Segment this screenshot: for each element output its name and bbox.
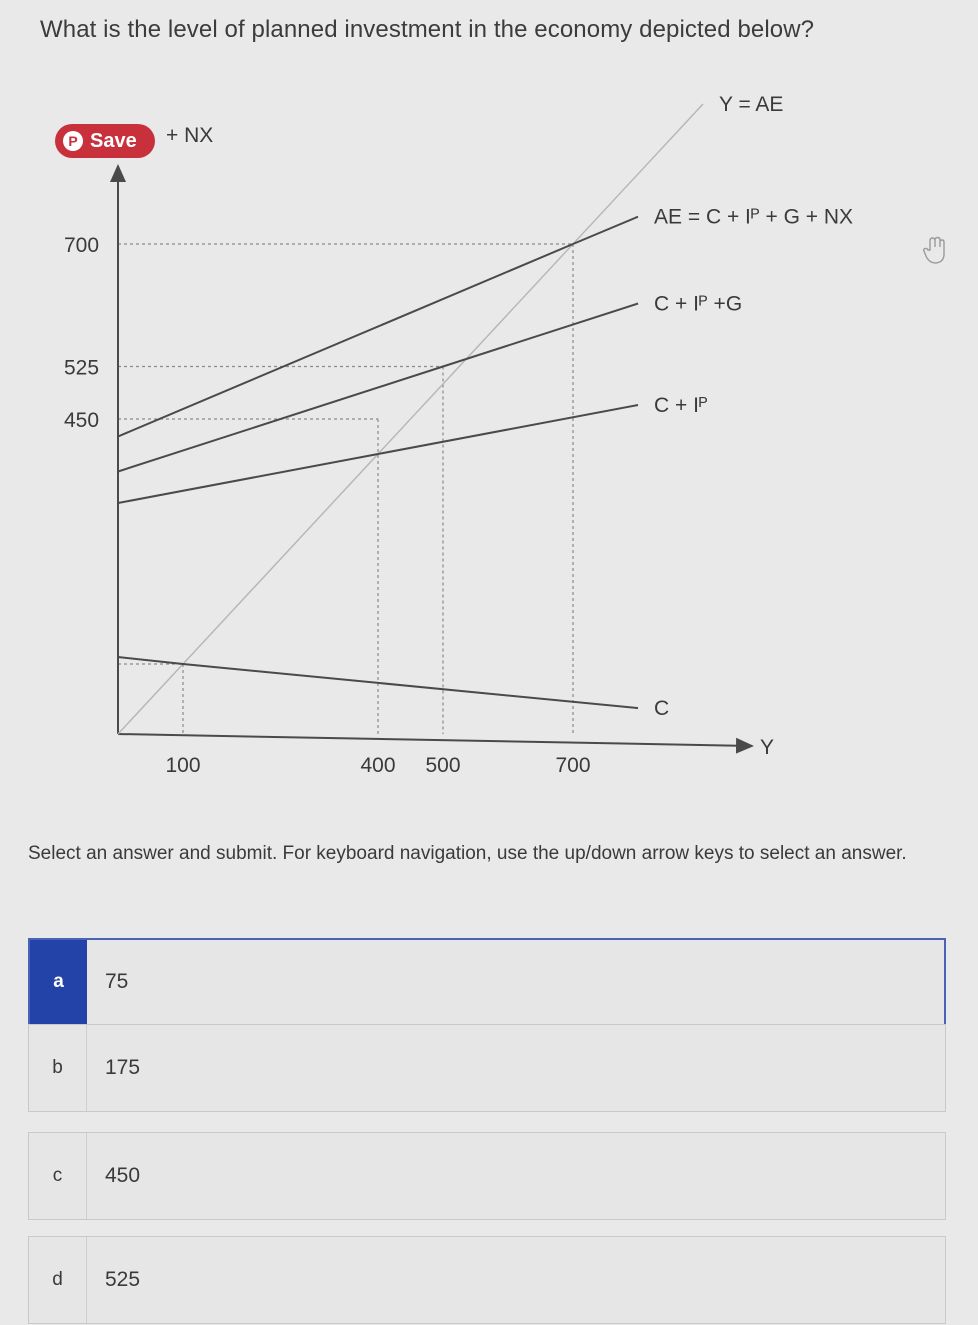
series-label: AE = C + Iᴾ + G + NX xyxy=(654,205,854,229)
y-axis-label: + NX xyxy=(166,124,214,147)
x-tick-label: 500 xyxy=(425,754,461,777)
x-tick-label: 400 xyxy=(360,754,396,777)
series-label: C xyxy=(654,697,670,721)
y-tick-label: 525 xyxy=(64,356,100,380)
answer-option-d[interactable] xyxy=(28,1236,946,1324)
answer-option-a[interactable] xyxy=(28,938,946,1026)
x-axis-label: Y xyxy=(760,736,775,759)
x-tick-label: 700 xyxy=(555,754,591,777)
option-letter: b xyxy=(29,1025,87,1111)
save-button[interactable] xyxy=(55,124,155,158)
y-tick-label: 700 xyxy=(64,234,100,257)
series-line-c-i-g xyxy=(118,304,638,472)
hand-cursor-icon xyxy=(922,236,948,266)
option-value: 525 xyxy=(105,1268,141,1291)
answer-option-b[interactable] xyxy=(28,1024,946,1112)
option-letter: c xyxy=(29,1133,87,1219)
series-label: C + Iᴾ +G xyxy=(654,292,743,316)
option-letter: a xyxy=(30,940,87,1024)
series-label: Y = AE xyxy=(719,93,784,116)
answer-option-c[interactable] xyxy=(28,1132,946,1220)
series-line-y-ae xyxy=(118,104,703,734)
save-button-label: Save xyxy=(90,129,137,152)
option-value: 175 xyxy=(105,1056,141,1079)
option-value: 450 xyxy=(105,1164,141,1187)
x-axis xyxy=(118,734,752,746)
pinterest-icon: P xyxy=(63,131,83,151)
series-line-c xyxy=(118,657,638,708)
series-label: C + Iᴾ xyxy=(654,394,708,417)
option-letter: d xyxy=(29,1237,87,1323)
y-tick-label: 450 xyxy=(64,409,100,432)
instructions-text: Select an answer and submit. For keyboard navigation, use the up/down arrow keys to select an answer. xyxy=(28,843,907,864)
question-text: What is the level of planned investment in the economy depicted below? xyxy=(40,16,815,43)
series-line-ae-c-i-g-nx xyxy=(118,217,638,437)
option-value: 75 xyxy=(105,970,129,993)
x-tick-label: 100 xyxy=(165,754,201,777)
